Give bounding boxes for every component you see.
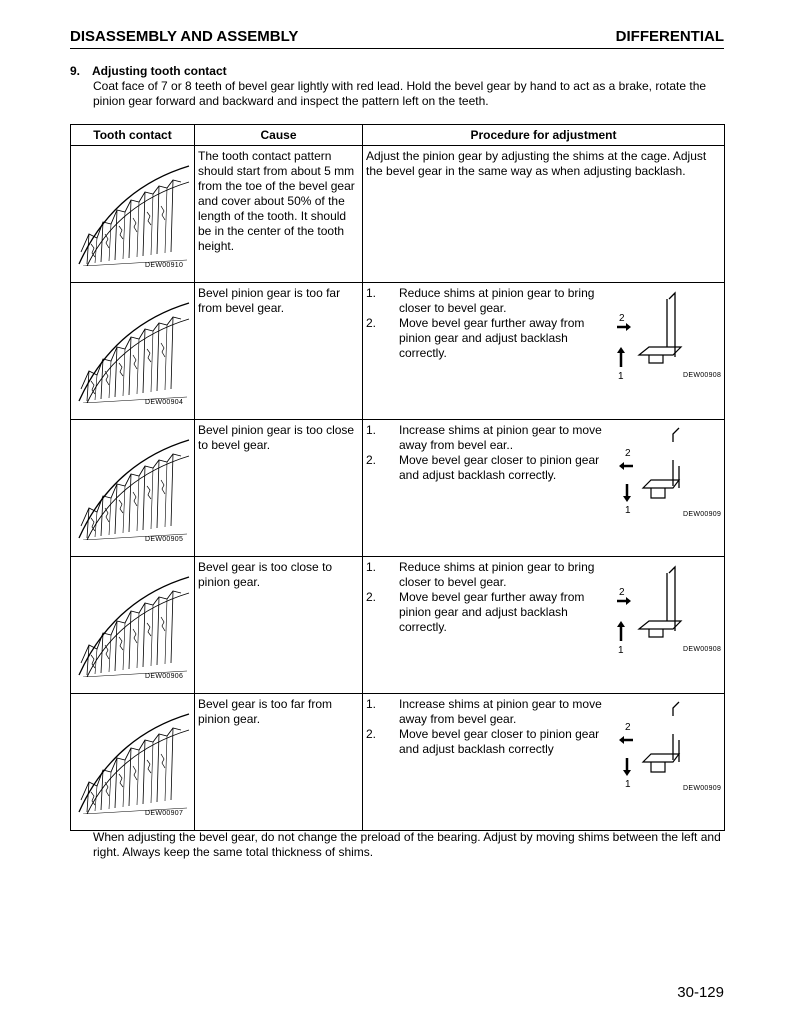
column-header-tooth-contact: Tooth contact (71, 125, 195, 146)
diagram-label-2: 2 (625, 722, 631, 733)
step-number: 2. (366, 453, 377, 467)
arrow-down-icon (623, 496, 631, 502)
procedure-cell: Adjust the pinion gear by adjusting the shims at the cage. Adjust the bevel gear in the same way as when adjusting backlash. (363, 146, 725, 283)
shim-adjustment-diagram (615, 426, 725, 518)
procedure-steps (366, 560, 618, 635)
tooth-contact-figure-cell (71, 146, 195, 283)
procedure-step (366, 316, 618, 361)
figure-code: DEW00906 (145, 673, 184, 680)
procedure-step (366, 727, 618, 757)
diagram-code: DEW00909 (683, 785, 722, 792)
page-header (70, 28, 724, 49)
shim-adjustment-diagram (615, 700, 725, 792)
procedure-steps (366, 286, 618, 361)
diagram-label-2: 2 (625, 448, 631, 459)
step-number: 1. (366, 423, 377, 437)
diagram-code: DEW00909 (683, 511, 722, 518)
step-number: 1. (366, 697, 377, 711)
arrow-left-icon (619, 462, 624, 470)
cause-cell: Bevel gear is too close to pinion gear. (195, 557, 363, 694)
procedure-step (366, 423, 618, 453)
section-heading (70, 64, 227, 78)
procedure-step (366, 286, 618, 316)
diagram-code: DEW00908 (683, 646, 722, 653)
arrow-up-icon (617, 347, 625, 353)
page-number: 30-129 (677, 984, 724, 1001)
adjustment-note: When adjusting the bevel gear, do not change the preload of the bearing. Adjust by moving shims between the left and right. Always keep the same total thickness of shims. (93, 830, 721, 859)
step-number: 1. (366, 286, 377, 300)
header-section-title: DISASSEMBLY AND ASSEMBLY (70, 28, 299, 45)
bevel-gear-tooth-pattern-illustration (73, 301, 191, 403)
procedure-step (366, 560, 618, 590)
procedure-steps (366, 423, 618, 483)
diagram-label-2: 2 (619, 313, 625, 324)
procedure-steps (366, 697, 618, 757)
arrow-right-icon (626, 323, 631, 331)
figure-code: DEW00910 (145, 262, 184, 269)
section-title: Adjusting tooth contact (92, 64, 227, 78)
step-text: Increase shims at pinion gear to move away from bevel ear.. (399, 423, 602, 452)
diagram-label-1: 1 (625, 779, 631, 790)
section-intro: Coat face of 7 or 8 teeth of bevel gear lightly with red lead. Hold the bevel gear by hand to act as a brake, rotate the pinion gear forward and backward and inspect the pattern left on the teeth. (93, 79, 707, 108)
table-header-row (71, 125, 725, 146)
step-number: 2. (366, 316, 377, 330)
diagram-label-1: 1 (618, 371, 624, 381)
step-text: Increase shims at pinion gear to move away from bevel gear. (399, 697, 602, 726)
bevel-gear-tooth-pattern-illustration (73, 164, 191, 266)
table-row (71, 146, 725, 283)
diagram-label-2: 2 (619, 587, 625, 598)
figure-code: DEW00904 (145, 399, 184, 406)
tooth-contact-figure-cell (71, 420, 195, 557)
table-row (71, 283, 725, 420)
cause-cell: Bevel pinion gear is too far from bevel gear. (195, 283, 363, 420)
bevel-gear-tooth-pattern-illustration (73, 575, 191, 677)
column-header-cause: Cause (195, 125, 363, 146)
procedure-cell (363, 557, 725, 694)
arrow-up-icon (617, 621, 625, 627)
arrow-left-icon (619, 736, 624, 744)
tooth-contact-figure-cell (71, 283, 195, 420)
header-component-title: DIFFERENTIAL (615, 28, 724, 45)
cause-cell: The tooth contact pattern should start from about 5 mm from the toe of the bevel gear and cover about 50% of the length of the tooth. It should be in the center of the tooth height. (195, 146, 363, 283)
figure-code: DEW00907 (145, 810, 184, 817)
step-text: Reduce shims at pinion gear to bring closer to bevel gear. (399, 286, 595, 315)
step-text: Move bevel gear closer to pinion gear and adjust backlash correctly (399, 727, 600, 756)
step-number: 2. (366, 590, 377, 604)
step-number: 2. (366, 727, 377, 741)
procedure-step (366, 697, 618, 727)
procedure-cell (363, 420, 725, 557)
diagram-label-1: 1 (618, 645, 624, 655)
procedure-cell (363, 283, 725, 420)
procedure-step (366, 590, 618, 635)
arrow-right-icon (626, 597, 631, 605)
bevel-gear-tooth-pattern-illustration (73, 438, 191, 540)
step-text: Move bevel gear further away from pinion gear and adjust backlash correctly. (399, 316, 585, 360)
cause-cell: Bevel pinion gear is too close to bevel gear. (195, 420, 363, 557)
diagram-label-1: 1 (625, 505, 631, 516)
step-number: 1. (366, 560, 377, 574)
table-row (71, 557, 725, 694)
procedure-cell (363, 694, 725, 831)
cause-cell: Bevel gear is too far from pinion gear. (195, 694, 363, 831)
arrow-down-icon (623, 770, 631, 776)
step-text: Move bevel gear closer to pinion gear and adjust backlash correctly. (399, 453, 600, 482)
tooth-contact-table (70, 124, 725, 831)
table-row (71, 694, 725, 831)
figure-code: DEW00905 (145, 536, 184, 543)
procedure-step (366, 453, 618, 483)
tooth-contact-figure-cell (71, 557, 195, 694)
column-header-procedure: Procedure for adjustment (363, 125, 725, 146)
step-text: Reduce shims at pinion gear to bring closer to bevel gear. (399, 560, 595, 589)
section-number: 9. (70, 64, 81, 78)
step-text: Move bevel gear further away from pinion gear and adjust backlash correctly. (399, 590, 585, 634)
diagram-code: DEW00908 (683, 372, 722, 379)
bevel-gear-tooth-pattern-illustration (73, 712, 191, 814)
tooth-contact-figure-cell (71, 694, 195, 831)
table-row (71, 420, 725, 557)
